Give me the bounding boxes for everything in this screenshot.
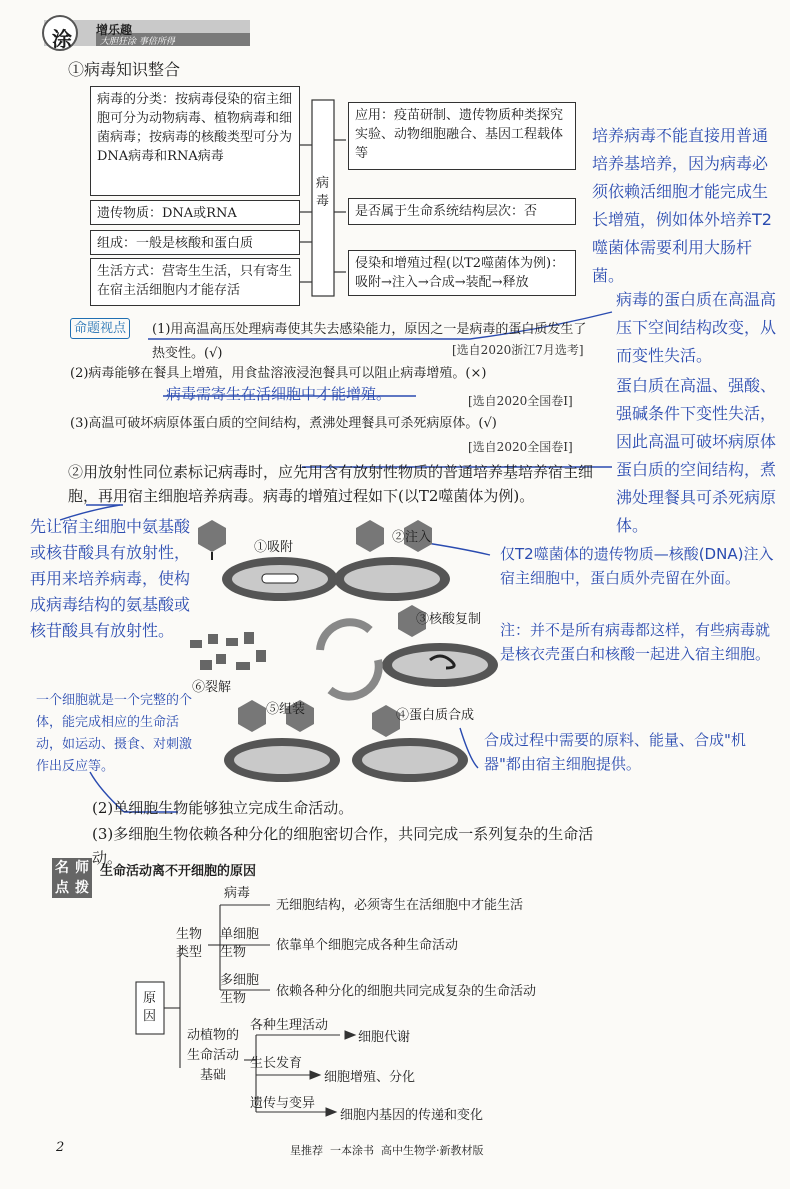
exam-source-1: [选自2020浙江7月选考] [452,343,584,357]
note-parasite: 病毒需寄生在活细胞中才能增殖。 [166,385,392,403]
tree-growth: 生长发育 [250,1056,303,1071]
exam-item-3: (3)高温可破坏病原体蛋白质的空间结构，煮沸处理餐具可杀死病原体。(√) [70,416,497,431]
tree-unicellular-desc: 依靠单个细胞完成各种生命活动 [276,938,459,953]
composition-box: 组成：一般是核酸和蛋白质 [90,230,300,255]
tree-root: 原因 [143,991,157,1024]
exam-source-2: [选自2020全国卷Ⅰ] [468,394,573,408]
step-lysis: ⑥裂解 [192,680,232,695]
tree-heredity: 遗传与变异 [250,1096,316,1111]
brand-slogan: 大胆狂涂 事倍所得 [100,37,175,47]
note-high-temp: 蛋白质在高温、强酸、强碱条件下变性失活，因此高温可破坏病原体蛋白质的空间结构，煮沸处理餐具可杀死病原体。 [616,376,777,535]
tree-virus: 病毒 [224,886,251,901]
tree-multicellular-desc: 依赖各种分化的细胞共同完成复杂的生命活动 [276,984,537,999]
note-injection: 仅T2噬菌体的遗传物质—核酸(DNA)注入宿主细胞中，蛋白质外壳留在外面。 [500,545,774,587]
badge-char: 点 [55,880,69,896]
note-culture: 培养病毒不能直接用普通培养基培养，因为病毒必须依赖活细胞才能完成生长增殖，例如体外培养T2噬菌体需要利用大肠杆菌。 [592,126,772,285]
genetic-material-box: 遗传物质：DNA或RNA [90,200,300,225]
tree-virus-desc: 无细胞结构，必须寄生在活细胞中才能生活 [276,898,524,913]
tree-growth-desc: 细胞增殖、分化 [324,1070,416,1085]
badge-char: 名 [55,860,69,876]
step-assembly: ⑤组装 [266,702,306,717]
virus-center-label: 病毒 [316,176,330,209]
tree-activities: 各种生理活动 [250,1018,329,1033]
note-denature: 病毒的蛋白质在高温高压下空间结构改变，从而变性失活。 [616,290,777,365]
virus-classification-box: 病毒的分类：按病毒侵染的宿主细胞可分为动物病毒、植物病毒和细菌病毒；按病毒的核酸类型可分为DNA病毒和RNA病毒 [90,86,300,196]
step-injection: ②注入 [392,530,432,545]
brand-name: 增乐趣 [96,23,133,37]
infection-process-box: 侵染和增殖过程(以T2噬菌体为例)：吸附→注入→合成→装配→释放 [348,250,576,296]
application-box: 应用：疫苗研制、遗传物质种类探究实验、动物细胞融合、基因工程载体等 [348,102,576,170]
note-injection-exception: 注：并不是所有病毒都这样，有些病毒就是核衣壳蛋白和核酸一起进入宿主细胞。 [500,621,771,663]
line-unicellular: (2)单细胞生物能够独立完成生命活动。 [92,799,354,817]
tips-title: 生命活动离不开细胞的原因 [100,864,257,879]
exam-item-2: (2)病毒能够在餐具上增殖，用食盐溶液浸泡餐具可以阻止病毒增殖。(×) [70,366,487,381]
note-synthesis: 合成过程中需要的原料、能量、合成"机器"都由宿主细胞提供。 [484,731,746,773]
step-replication: ③核酸复制 [416,612,482,627]
life-system-box: 是否属于生命系统结构层次：否 [348,198,576,225]
note-label-host: 先让宿主细胞中氨基酸或核苷酸具有放射性，再用来培养病毒，使构成病毒结构的氨基酸或核苷酸具有放射性。 [30,517,191,640]
section-title: ①病毒知识整合 [68,60,181,79]
note-single-cell: 一个细胞就是一个完整的个体，能完成相应的生命活动，如运动、摄食、对刺激作出反应等。 [36,693,193,774]
exam-tag: 命题视点 [70,318,130,339]
badge-char: 师 [75,860,89,876]
tree-unicellular: 单细胞生物 [220,927,260,960]
footer-text: 星推荐 一本涂书 高中生物学·新教材版 [290,1144,484,1157]
badge-char: 拨 [75,880,89,896]
tree-heredity-desc: 细胞内基因的传递和变化 [340,1108,484,1123]
section2-paragraph: ②用放射性同位素标记病毒时，应先用含有放射性物质的普通培养基培养宿主细胞，再用宿主细胞培养病毒。病毒的增殖过程如下(以T2噬菌体为例)。 [68,463,594,505]
tips-badge [52,858,92,898]
tree-basis: 动植物的生命活动基础 [186,1028,239,1083]
logo-char: 涂 [52,27,72,51]
tree-activities-desc: 细胞代谢 [358,1030,411,1045]
exam-source-3: [选自2020全国卷Ⅰ] [468,440,573,454]
step-protein-synthesis: ④蛋白质合成 [396,708,475,723]
step-adsorption: ①吸附 [254,540,294,555]
tree-multicellular: 多细胞生物 [220,973,260,1006]
line-multicellular: (3)多细胞生物依赖各种分化的细胞密切合作，共同完成一系列复杂的生命活动。 [92,825,594,867]
page-number: 2 [56,1140,65,1155]
tree-organism-type: 生物类型 [176,927,203,960]
exam-item-1: (1)用高温高压处理病毒使其失去感染能力，原因之一是病毒的蛋白质发生了热变性。(√) [152,322,587,361]
lifestyle-box: 生活方式：营寄生生活，只有寄生在宿主活细胞内才能存活 [90,258,300,306]
